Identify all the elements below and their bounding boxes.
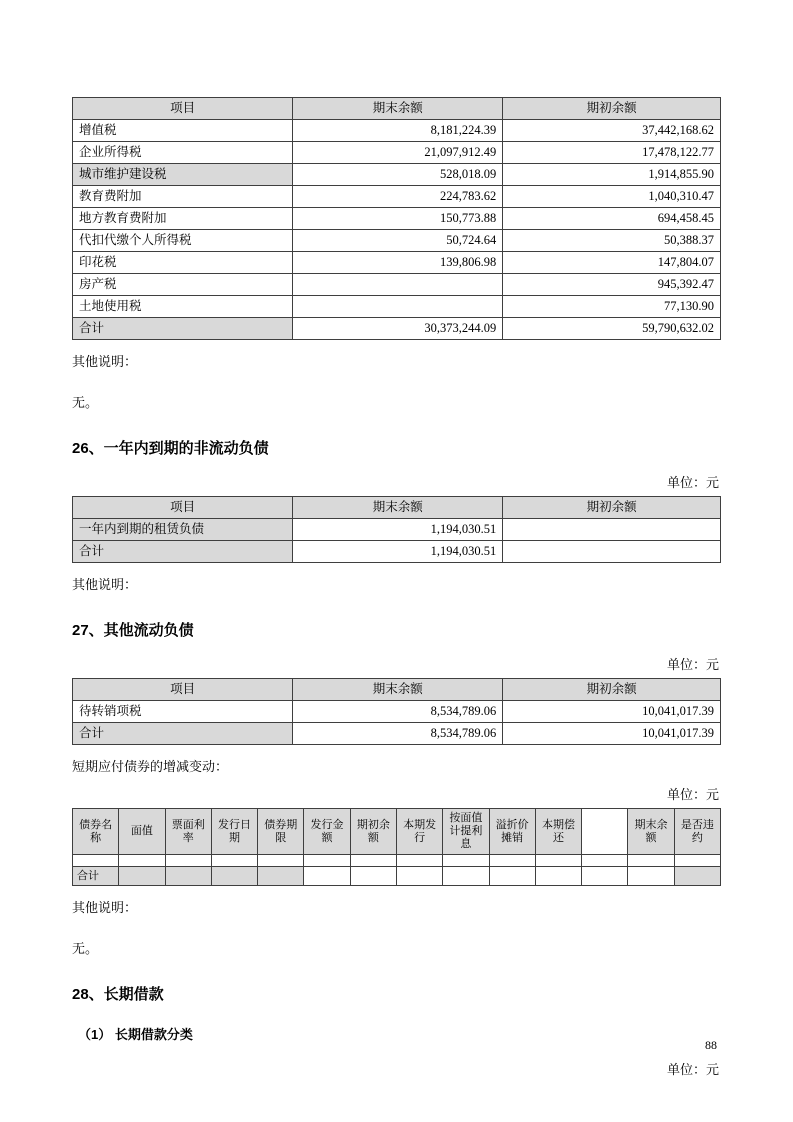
value-cell: 17,478,122.77	[503, 142, 721, 164]
section-27-title: 27、其他流动负债	[72, 622, 194, 639]
short-term-bonds-movement-table	[72, 808, 721, 886]
value-cell: 10,041,017.39	[503, 723, 721, 745]
unit-label: 单位：元	[666, 1062, 719, 1077]
value-cell: 694,458.45	[503, 208, 721, 230]
none-label: 无。	[72, 395, 99, 410]
unit-label: 单位：元	[666, 657, 719, 672]
table-row	[73, 274, 721, 296]
value-cell: 37,442,168.62	[503, 120, 721, 142]
table-row	[73, 230, 721, 252]
item-cell: 企业所得税	[73, 142, 293, 164]
table-header-row	[73, 809, 721, 855]
table-row	[73, 541, 721, 563]
column-header: 面值	[119, 809, 165, 855]
page-number: 88	[705, 1038, 717, 1052]
value-cell: 1,914,855.90	[503, 164, 721, 186]
value-cell: 8,181,224.39	[293, 120, 503, 142]
section-28-title: 28、长期借款	[72, 986, 164, 1003]
table-row	[73, 252, 721, 274]
table-row	[73, 120, 721, 142]
value-cell	[582, 867, 628, 886]
value-cell	[503, 519, 721, 541]
table-row	[73, 208, 721, 230]
value-cell	[489, 855, 535, 867]
column-header-ending-balance: 期末余额	[293, 679, 503, 701]
other-current-liabilities-table	[72, 678, 721, 745]
item-cell: 合计	[73, 723, 293, 745]
item-cell: 合计	[73, 318, 293, 340]
column-header: 本期发行	[396, 809, 442, 855]
column-header: 是否违约	[674, 809, 720, 855]
value-cell	[211, 855, 257, 867]
other-note-label: 其他说明：	[72, 354, 138, 369]
item-cell: 一年内到期的租赁负债	[73, 519, 293, 541]
value-cell	[304, 867, 350, 886]
value-cell: 139,806.98	[293, 252, 503, 274]
value-cell	[304, 855, 350, 867]
value-cell	[396, 867, 442, 886]
unit-label: 单位：元	[666, 787, 719, 802]
column-header-ending-balance: 期末余额	[293, 497, 503, 519]
table-row	[73, 142, 721, 164]
column-header-item: 项目	[73, 679, 293, 701]
bond-change-note: 短期应付债券的增减变动：	[72, 759, 229, 774]
table-row	[73, 296, 721, 318]
table-row	[73, 519, 721, 541]
section-28-sub1-title: （1） 长期借款分类	[78, 1027, 193, 1042]
column-header: 发行金额	[304, 809, 350, 855]
value-cell: 50,724.64	[293, 230, 503, 252]
value-cell	[582, 855, 628, 867]
column-header-beginning-balance: 期初余额	[503, 679, 721, 701]
empty-data-row	[73, 855, 721, 867]
value-cell	[535, 855, 581, 867]
value-cell: 10,041,017.39	[503, 701, 721, 723]
item-cell: 增值税	[73, 120, 293, 142]
total-row	[73, 867, 721, 886]
column-header-beginning-balance: 期初余额	[503, 497, 721, 519]
column-header: 债券名称	[73, 809, 119, 855]
other-note-label: 其他说明：	[72, 900, 138, 915]
value-cell	[350, 867, 396, 886]
table-row	[73, 723, 721, 745]
total-label-cell: 合计	[73, 867, 119, 886]
value-cell	[535, 867, 581, 886]
value-cell	[211, 867, 257, 886]
value-cell	[258, 867, 304, 886]
value-cell: 528,018.09	[293, 164, 503, 186]
column-header-blank	[582, 809, 628, 855]
table-row	[73, 701, 721, 723]
table-header-row	[73, 497, 721, 519]
value-cell	[396, 855, 442, 867]
value-cell	[489, 867, 535, 886]
item-cell: 教育费附加	[73, 186, 293, 208]
table-row	[73, 318, 721, 340]
value-cell: 59,790,632.02	[503, 318, 721, 340]
table-header-row	[73, 98, 721, 120]
value-cell: 8,534,789.06	[293, 723, 503, 745]
none-label: 无。	[72, 941, 99, 956]
value-cell: 150,773.88	[293, 208, 503, 230]
item-cell: 代扣代缴个人所得税	[73, 230, 293, 252]
column-header: 本期偿还	[535, 809, 581, 855]
value-cell	[503, 541, 721, 563]
column-header-item: 项目	[73, 497, 293, 519]
column-header-beginning-balance: 期初余额	[503, 98, 721, 120]
value-cell: 1,194,030.51	[293, 519, 503, 541]
value-cell	[165, 855, 211, 867]
value-cell: 945,392.47	[503, 274, 721, 296]
taxes-payable-table	[72, 97, 721, 340]
table-row	[73, 186, 721, 208]
column-header: 债券期限	[258, 809, 304, 855]
value-cell: 147,804.07	[503, 252, 721, 274]
column-header: 票面利率	[165, 809, 211, 855]
value-cell	[628, 867, 674, 886]
item-cell: 印花税	[73, 252, 293, 274]
value-cell	[119, 867, 165, 886]
column-header: 发行日期	[211, 809, 257, 855]
column-header: 期初余额	[350, 809, 396, 855]
column-header: 溢折价摊销	[489, 809, 535, 855]
item-cell: 土地使用税	[73, 296, 293, 318]
value-cell	[443, 867, 489, 886]
column-header-ending-balance: 期末余额	[293, 98, 503, 120]
unit-label: 单位：元	[666, 475, 719, 490]
value-cell: 77,130.90	[503, 296, 721, 318]
column-header: 期末余额	[628, 809, 674, 855]
item-cell: 城市维护建设税	[73, 164, 293, 186]
table-row	[73, 164, 721, 186]
value-cell	[165, 867, 211, 886]
value-cell	[350, 855, 396, 867]
value-cell: 30,373,244.09	[293, 318, 503, 340]
value-cell	[674, 855, 720, 867]
value-cell	[119, 855, 165, 867]
column-header-item: 项目	[73, 98, 293, 120]
column-header: 按面值计提利息	[443, 809, 489, 855]
value-cell	[443, 855, 489, 867]
value-cell	[293, 296, 503, 318]
value-cell	[674, 867, 720, 886]
value-cell: 224,783.62	[293, 186, 503, 208]
item-cell: 待转销项税	[73, 701, 293, 723]
section-26-title: 26、一年内到期的非流动负债	[72, 440, 269, 457]
item-cell: 房产税	[73, 274, 293, 296]
value-cell: 1,040,310.47	[503, 186, 721, 208]
value-cell: 50,388.37	[503, 230, 721, 252]
value-cell	[73, 855, 119, 867]
value-cell: 8,534,789.06	[293, 701, 503, 723]
value-cell: 1,194,030.51	[293, 541, 503, 563]
item-cell: 地方教育费附加	[73, 208, 293, 230]
noncurrent-liabilities-due-table	[72, 496, 721, 563]
item-cell: 合计	[73, 541, 293, 563]
value-cell	[628, 855, 674, 867]
value-cell: 21,097,912.49	[293, 142, 503, 164]
value-cell	[293, 274, 503, 296]
table-header-row	[73, 679, 721, 701]
value-cell	[258, 855, 304, 867]
other-note-label: 其他说明：	[72, 577, 138, 592]
